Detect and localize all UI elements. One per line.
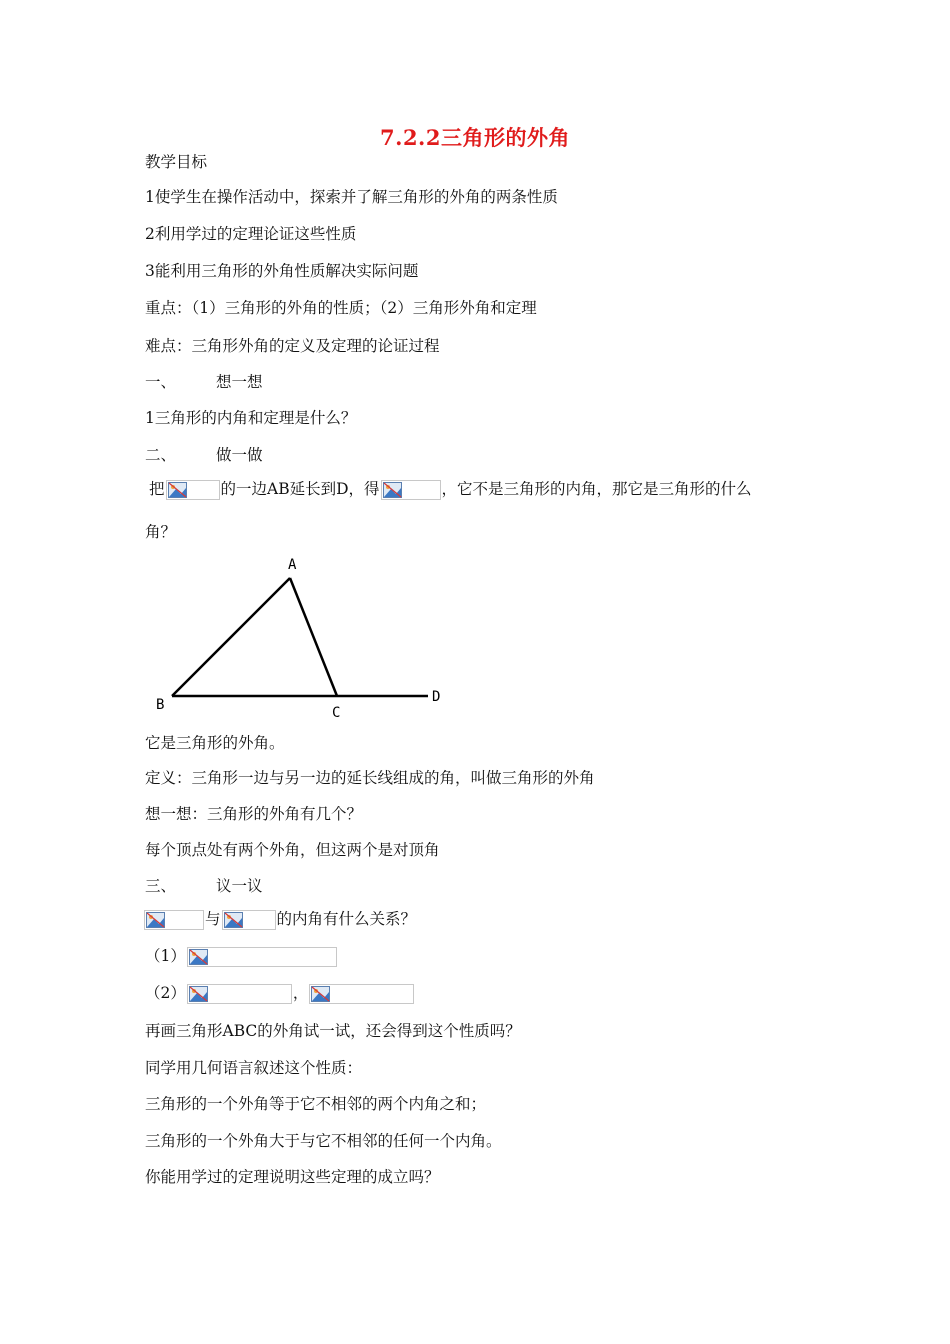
- section-1-heading: [145, 372, 263, 392]
- section-2-heading: [145, 445, 263, 465]
- broken-image-icon: [187, 947, 337, 967]
- label-a: A: [288, 557, 297, 573]
- side-ac: [290, 578, 337, 696]
- paragraph: 你能用学过的定理说明这些定理的成立吗？: [145, 1168, 440, 1186]
- paragraph: 每个顶点处有两个外角，但这两个是对顶角: [145, 841, 440, 859]
- broken-image-icon: [309, 984, 414, 1004]
- difficulties: 难点：三角形外角的定义及定理的论证过程: [145, 337, 440, 355]
- text-fragment: ，: [292, 984, 309, 1002]
- broken-image-icon: [166, 480, 220, 500]
- broken-image-icon: [187, 984, 292, 1004]
- relation-item-1: [145, 946, 338, 967]
- relation-question: [143, 909, 416, 930]
- broken-image-icon: [381, 480, 441, 500]
- goal-2: 2利用学过的定理论证这些性质: [145, 225, 357, 243]
- section-number: 一、: [145, 373, 177, 391]
- property-1: 三角形的一个外角等于它不相邻的两个内角之和；: [145, 1095, 487, 1113]
- property-2: 三角形的一个外角大于与它不相邻的任何一个内角。: [145, 1132, 502, 1150]
- section-3-heading: [145, 876, 263, 896]
- definition: 定义：三角形一边与另一边的延长线组成的角，叫做三角形的外角: [145, 769, 595, 787]
- triangle-diagram: [150, 552, 460, 722]
- question-1: 1三角形的内角和定理是什么？: [145, 409, 357, 427]
- label-b: B: [156, 697, 165, 713]
- text-fragment: ，它不是三角形的内角，那它是三角形的什么: [441, 480, 752, 498]
- key-points: 重点：（1）三角形的外角的性质；（2）三角形外角和定理: [145, 299, 537, 317]
- text-fragment: 的内角有什么关系？: [276, 910, 417, 928]
- label-c: C: [332, 705, 341, 721]
- label-d: D: [432, 689, 441, 705]
- side-ab: [172, 578, 290, 696]
- goal-1: 1使学生在操作活动中，探索并了解三角形的外角的两条性质: [145, 188, 558, 206]
- section-title: 想一想: [216, 373, 263, 391]
- paragraph: 同学用几何语言叙述这个性质：: [145, 1059, 363, 1077]
- page-title: 7.2.2三角形的外角: [380, 125, 570, 150]
- section-title: 做一做: [216, 446, 263, 464]
- do-sentence-end: 角？: [145, 523, 177, 541]
- section-number: 二、: [145, 446, 177, 464]
- text-fragment: 与: [205, 910, 221, 928]
- do-sentence: [149, 479, 752, 500]
- paragraph: 它是三角形的外角。: [145, 734, 285, 752]
- goals-heading: 教学目标: [145, 153, 208, 171]
- broken-image-icon: [144, 910, 204, 930]
- text-fragment: 把: [149, 480, 165, 498]
- paragraph: 想一想：三角形的外角有几个？: [145, 805, 363, 823]
- text-fragment: 的一边AB延长到D，得: [220, 480, 380, 498]
- item-number: （2）: [145, 984, 186, 1002]
- section-title: 议一议: [216, 877, 263, 895]
- section-number: 三、: [145, 877, 177, 895]
- relation-item-2: [145, 983, 415, 1004]
- broken-image-icon: [222, 910, 276, 930]
- paragraph: 再画三角形ABC的外角试一试，还会得到这个性质吗？: [145, 1022, 521, 1040]
- goal-3: 3能利用三角形的外角性质解决实际问题: [145, 262, 419, 280]
- item-number: （1）: [145, 947, 186, 965]
